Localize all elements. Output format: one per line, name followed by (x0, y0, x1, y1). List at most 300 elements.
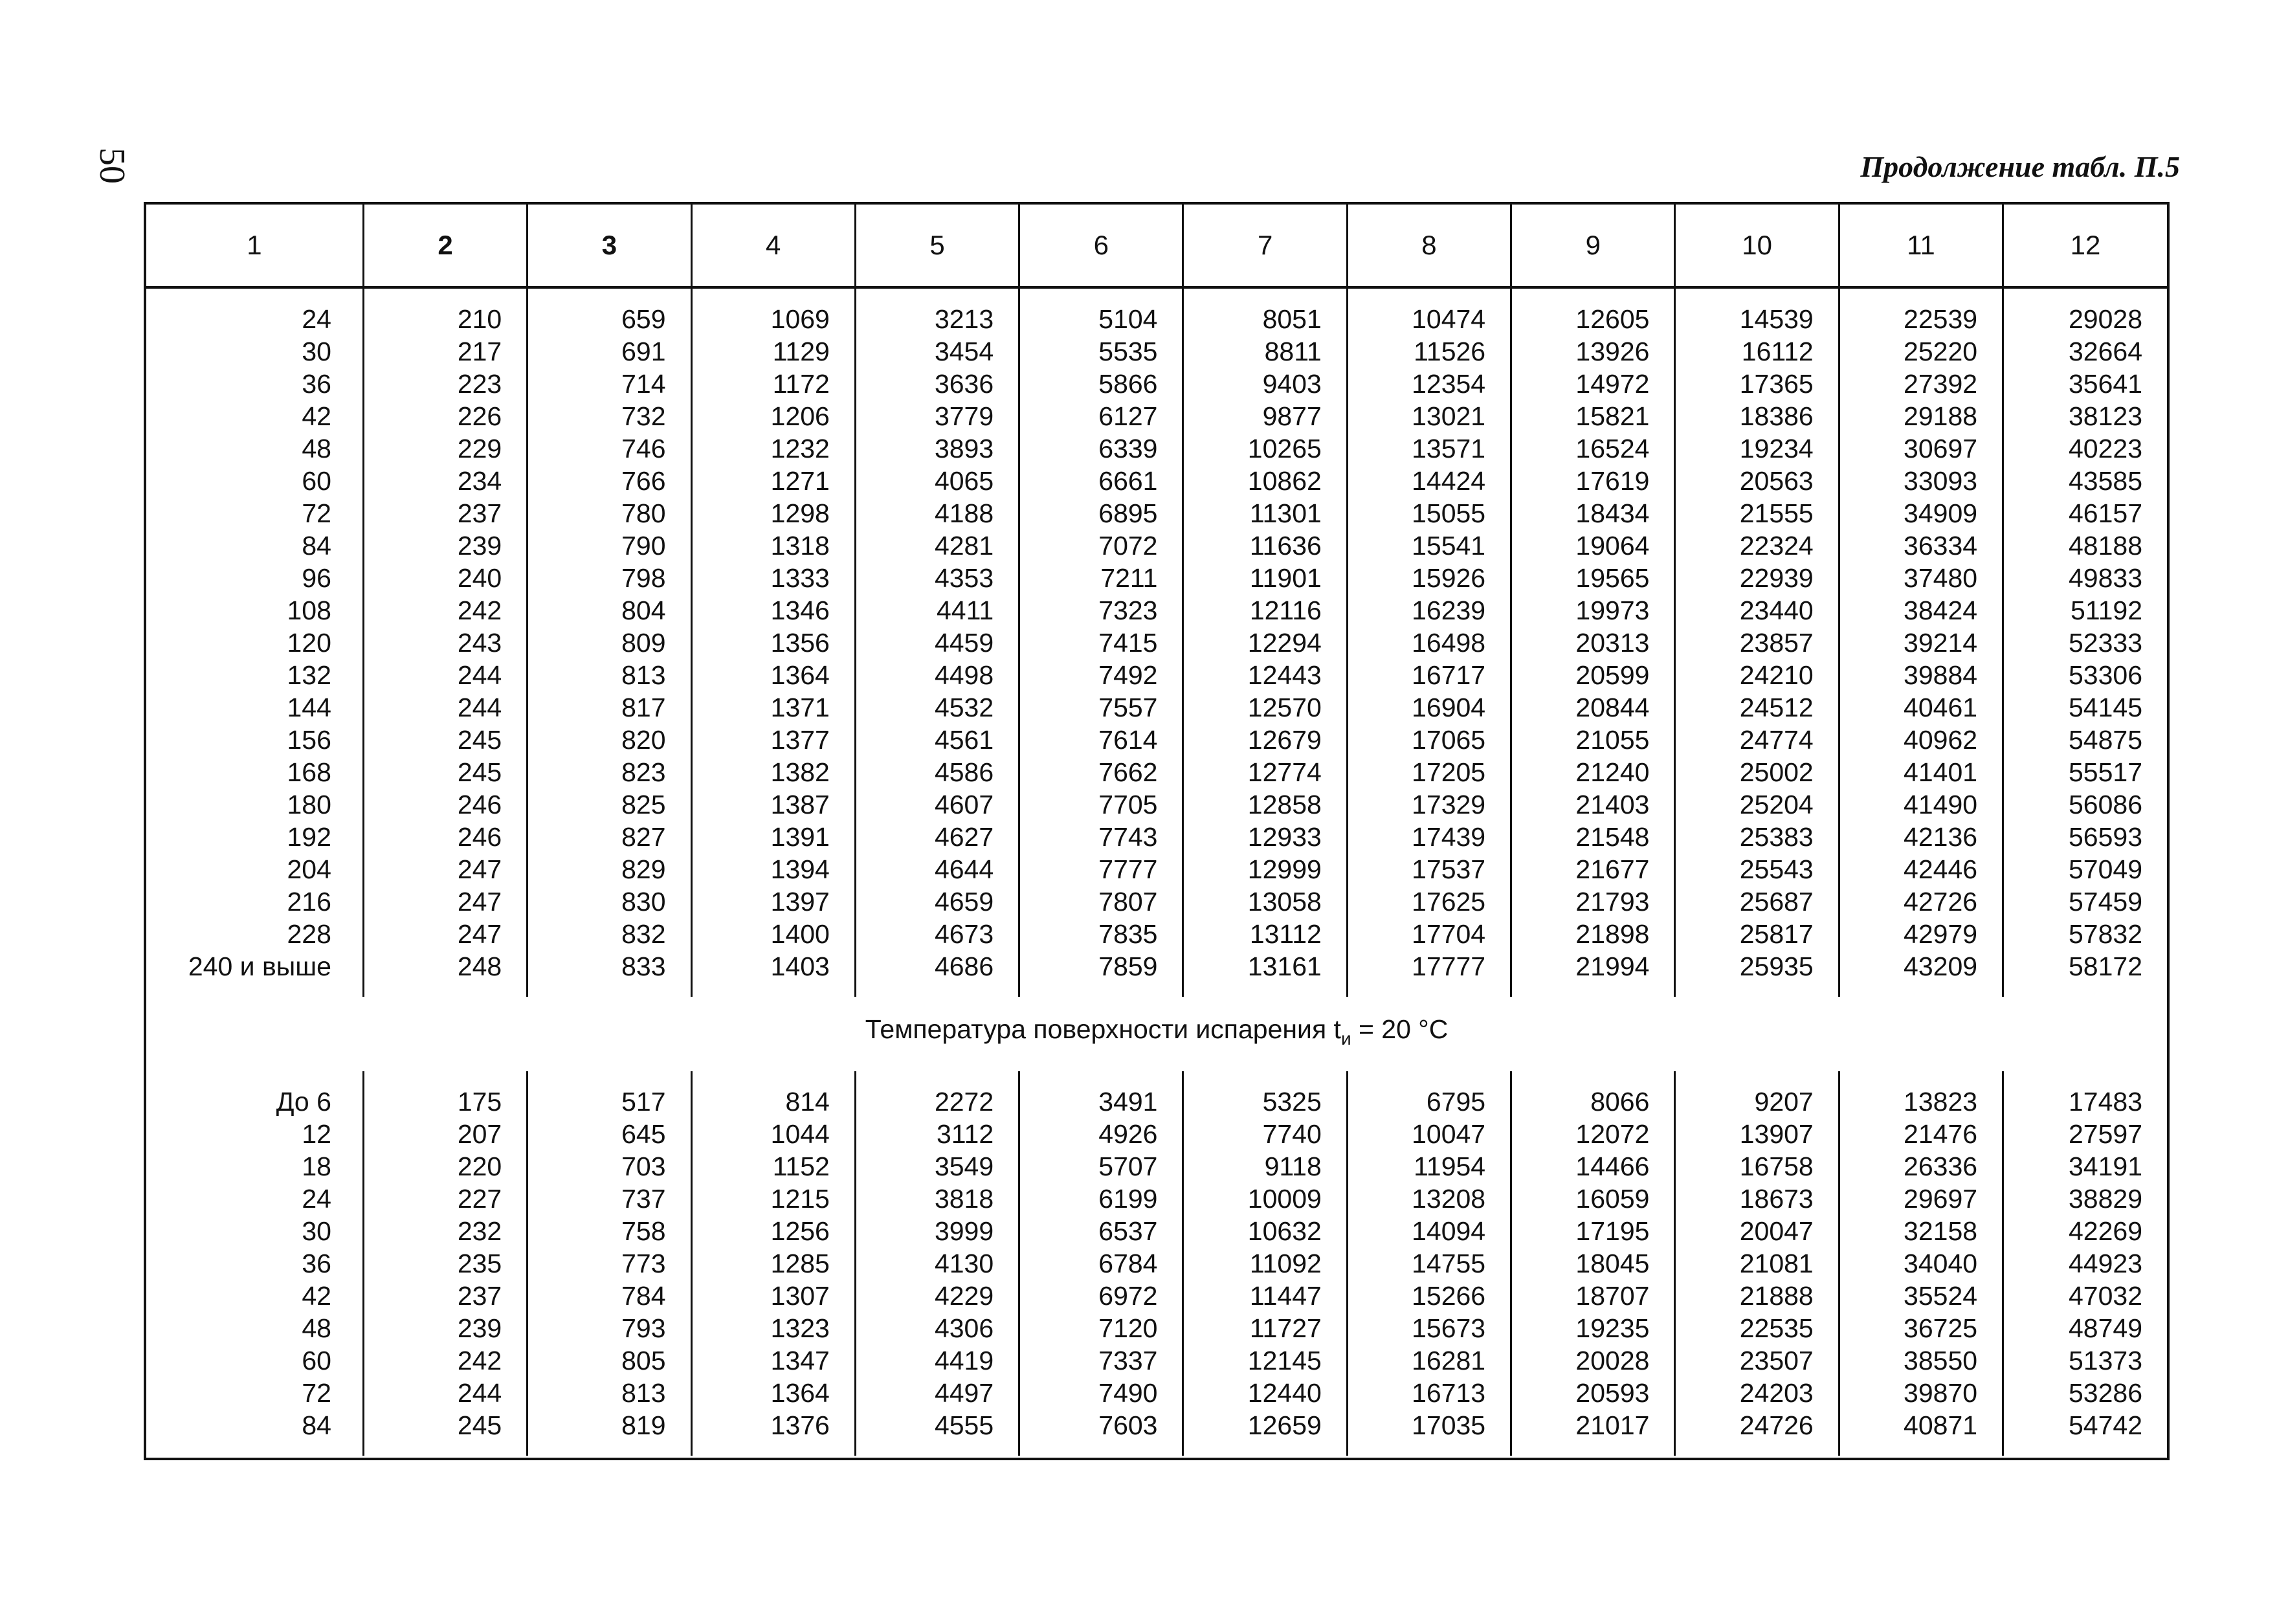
table-cell: 20599 (1511, 659, 1675, 691)
table-cell: 43209 (1839, 950, 2003, 997)
table-cell: 42269 (2068, 1216, 2142, 1246)
table-row (146, 788, 2167, 821)
row-label-cell: 108 (146, 594, 363, 627)
table-cell: 235 (363, 1247, 527, 1280)
table-row (146, 594, 2167, 627)
table-cell: 11092 (1183, 1247, 1347, 1280)
table-cell: 1323 (691, 1312, 855, 1344)
table-cell: 41401 (1839, 756, 2003, 788)
table-cell: 4306 (855, 1312, 1019, 1344)
row-label-cell: 72 (146, 497, 363, 529)
table-cell: 13926 (1511, 335, 1675, 368)
table-cell: 217 (363, 335, 527, 368)
table-cell: 6537 (1019, 1215, 1183, 1247)
table-cell: 5866 (1019, 368, 1183, 400)
table-cell: 243 (363, 627, 527, 659)
table-row (146, 1215, 2167, 1247)
table-cell: 226 (363, 400, 527, 432)
table-cell: 18386 (1675, 400, 1839, 432)
row-label-cell: 216 (146, 885, 363, 918)
table-cell: 4532 (855, 691, 1019, 724)
table-cell: 2272 (855, 1071, 1019, 1118)
table-group-section (146, 997, 2167, 1071)
row-label-cell: 18 (146, 1150, 363, 1183)
table-cell: 245 (363, 1409, 527, 1456)
table-cell: 5707 (1019, 1150, 1183, 1183)
table-cell: 4627 (855, 821, 1019, 853)
table-cell: 1364 (691, 659, 855, 691)
table-cell: 1391 (691, 821, 855, 853)
table-cell: 24210 (1675, 659, 1839, 691)
table-cell: 25220 (1839, 335, 2003, 368)
group-row (146, 997, 2167, 1071)
table-cell: 790 (528, 529, 691, 562)
table-cell: 4498 (855, 659, 1019, 691)
table-cell: 21555 (1675, 497, 1839, 529)
table-cell: 47032 (2068, 1281, 2142, 1311)
row-label-cell: 72 (146, 1377, 363, 1409)
table-cell: 804 (528, 594, 691, 627)
table-cell: 239 (363, 529, 527, 562)
row-label-cell: 60 (146, 465, 363, 497)
table-cell: 691 (528, 335, 691, 368)
table-cell: 20047 (1675, 1215, 1839, 1247)
table-cell: 9403 (1183, 368, 1347, 400)
table-cell: 34909 (1839, 497, 2003, 529)
table-cell: 57049 (2068, 854, 2142, 884)
table-cell: 34191 (2068, 1151, 2142, 1181)
table-cell: 6895 (1019, 497, 1183, 529)
table-cell: 26336 (1839, 1150, 2003, 1183)
group-label-sub: и (1340, 1029, 1351, 1049)
column-header: 6 (1019, 205, 1183, 287)
table-row (146, 1280, 2167, 1312)
table-cell: 57832 (2068, 919, 2142, 949)
table-cell: 14539 (1675, 287, 1839, 335)
row-label-cell: 84 (146, 529, 363, 562)
column-header: 5 (855, 205, 1019, 287)
table-cell: 1403 (691, 950, 855, 997)
table-cell: 246 (363, 788, 527, 821)
table-cell: 49833 (2068, 563, 2142, 593)
table-row (146, 885, 2167, 918)
table-cell: 24774 (1675, 724, 1839, 756)
table-cell: 246 (363, 821, 527, 853)
table-cell: 30697 (1839, 432, 2003, 465)
table-cell: 1307 (691, 1280, 855, 1312)
table-cell: 1285 (691, 1247, 855, 1280)
column-header: 12 (2003, 205, 2167, 287)
table-cell: 830 (528, 885, 691, 918)
table-cell: 17329 (1347, 788, 1511, 821)
table-cell: 11526 (1347, 335, 1511, 368)
table-cell: 11636 (1183, 529, 1347, 562)
table-cell: 7337 (1019, 1344, 1183, 1377)
table-row (146, 1247, 2167, 1280)
data-table-frame (144, 202, 2170, 1460)
table-cell: 15266 (1347, 1280, 1511, 1312)
table-cell: 1152 (691, 1150, 855, 1183)
table-cell: 23857 (1675, 627, 1839, 659)
table-cell: 4497 (855, 1377, 1019, 1409)
table-cell: 3893 (855, 432, 1019, 465)
table-cell: 1394 (691, 853, 855, 885)
table-cell: 36725 (1839, 1312, 2003, 1344)
page-number: 50 (92, 148, 132, 184)
table-cell: 6784 (1019, 1247, 1183, 1280)
table-cell: 4686 (855, 950, 1019, 997)
table-cell: 17439 (1347, 821, 1511, 853)
table-cell: 6972 (1019, 1280, 1183, 1312)
table-cell: 4561 (855, 724, 1019, 756)
table-cell: 19565 (1511, 562, 1675, 594)
table-cell: 517 (528, 1071, 691, 1118)
column-header: 10 (1675, 205, 1839, 287)
table-cell: 6339 (1019, 432, 1183, 465)
table-cell: 42979 (1839, 918, 2003, 950)
table-cell: 54875 (2068, 725, 2142, 755)
table-cell: 25935 (1675, 950, 1839, 997)
table-cell: 29697 (1839, 1183, 2003, 1215)
table-cell: 4644 (855, 853, 1019, 885)
table-row (146, 287, 2167, 335)
table-cell: 21081 (1675, 1247, 1839, 1280)
table-row (146, 529, 2167, 562)
table-cell: 6795 (1347, 1071, 1511, 1118)
table-cell: 16281 (1347, 1344, 1511, 1377)
table-cell: 210 (363, 287, 527, 335)
table-row (146, 1150, 2167, 1183)
table-cell: 746 (528, 432, 691, 465)
table-cell: 22539 (1839, 287, 2003, 335)
table-cell: 4281 (855, 529, 1019, 562)
table-cell: 9118 (1183, 1150, 1347, 1183)
table-cell: 40223 (2068, 434, 2142, 463)
table-cell: 7120 (1019, 1312, 1183, 1344)
table-cell: 25383 (1675, 821, 1839, 853)
table-cell: 823 (528, 756, 691, 788)
table-cell: 22939 (1675, 562, 1839, 594)
table-cell: 247 (363, 885, 527, 918)
table-cell: 38829 (2068, 1184, 2142, 1214)
table-cell: 798 (528, 562, 691, 594)
table-cell: 16713 (1347, 1377, 1511, 1409)
table-cell: 813 (528, 659, 691, 691)
table-cell: 793 (528, 1312, 691, 1344)
table-cell: 5325 (1183, 1071, 1347, 1118)
column-header: 3 (528, 205, 691, 287)
table-cell: 7859 (1019, 950, 1183, 997)
table-cell: 17205 (1347, 756, 1511, 788)
table-cell: 17777 (1347, 950, 1511, 997)
table-cell: 832 (528, 918, 691, 950)
table-cell: 25002 (1675, 756, 1839, 788)
table-cell: 12443 (1183, 659, 1347, 691)
table-cell: 3999 (855, 1215, 1019, 1247)
table-cell: 1346 (691, 594, 855, 627)
table-cell: 7072 (1019, 529, 1183, 562)
table-cell: 7743 (1019, 821, 1183, 853)
table-cell: 1397 (691, 885, 855, 918)
table-cell: 20593 (1511, 1377, 1675, 1409)
table-cell: 7614 (1019, 724, 1183, 756)
table-cell: 7740 (1183, 1118, 1347, 1150)
row-label-cell: 42 (146, 1280, 363, 1312)
table-cell: 58172 (2068, 951, 2142, 981)
table-cell: 732 (528, 400, 691, 432)
table-cell: 1333 (691, 562, 855, 594)
table-cell: 17619 (1511, 465, 1675, 497)
table-cell: 17035 (1347, 1409, 1511, 1456)
table-cell: 19235 (1511, 1312, 1675, 1344)
table-cell: 29188 (1839, 400, 2003, 432)
table-cell: 4659 (855, 885, 1019, 918)
table-row (146, 1312, 2167, 1344)
table-cell: 32664 (2068, 337, 2142, 366)
table-cell: 7807 (1019, 885, 1183, 918)
table-cell: 814 (691, 1071, 855, 1118)
table-cell: 38123 (2068, 401, 2142, 431)
table-cell: 9207 (1675, 1071, 1839, 1118)
table-cell: 20313 (1511, 627, 1675, 659)
table-cell: 3779 (855, 400, 1019, 432)
table-cell: 20563 (1675, 465, 1839, 497)
table-row (146, 918, 2167, 950)
table-cell: 9877 (1183, 400, 1347, 432)
table-cell: 7705 (1019, 788, 1183, 821)
table-cell: 16717 (1347, 659, 1511, 691)
table-cell: 3549 (855, 1150, 1019, 1183)
header-row (146, 205, 2167, 287)
table-cell: 1172 (691, 368, 855, 400)
table-cell: 6127 (1019, 400, 1183, 432)
table-cell: 12570 (1183, 691, 1347, 724)
table-cell: 16498 (1347, 627, 1511, 659)
table-cell: 20028 (1511, 1344, 1675, 1377)
table-cell: 22324 (1675, 529, 1839, 562)
table-cell: 25687 (1675, 885, 1839, 918)
row-label-cell: 240 и выше (146, 950, 363, 997)
table-cell: 247 (363, 853, 527, 885)
table-cell: 4353 (855, 562, 1019, 594)
table-cell: 17483 (2068, 1087, 2142, 1117)
table-cell: 35641 (2068, 369, 2142, 399)
table-cell: 15541 (1347, 529, 1511, 562)
table-cell: 4065 (855, 465, 1019, 497)
table-cell: 38424 (1839, 594, 2003, 627)
table-cell: 244 (363, 1377, 527, 1409)
table-cell: 242 (363, 1344, 527, 1377)
table-cell: 1298 (691, 497, 855, 529)
table-cell: 18673 (1675, 1183, 1839, 1215)
table-cell: 10632 (1183, 1215, 1347, 1247)
table-cell: 1347 (691, 1344, 855, 1377)
table-row (146, 1183, 2167, 1215)
table-cell: 3818 (855, 1183, 1019, 1215)
table-cell: 819 (528, 1409, 691, 1456)
table-cell: 829 (528, 853, 691, 885)
table-cell: 17704 (1347, 918, 1511, 950)
table-row (146, 1071, 2167, 1118)
table-cell: 1206 (691, 400, 855, 432)
row-label-cell: 60 (146, 1344, 363, 1377)
table-cell: 11954 (1347, 1150, 1511, 1183)
row-label-cell: 132 (146, 659, 363, 691)
table-cell: 12659 (1183, 1409, 1347, 1456)
table-cell: 12440 (1183, 1377, 1347, 1409)
table-cell: 21994 (1511, 950, 1675, 997)
table-cell: 40461 (1839, 691, 2003, 724)
table-cell: 54742 (2068, 1410, 2142, 1440)
table-cell: 38550 (1839, 1344, 2003, 1377)
table-cell: 24203 (1675, 1377, 1839, 1409)
table-cell: 12116 (1183, 594, 1347, 627)
table-cell: 3213 (855, 287, 1019, 335)
table-cell: 16059 (1511, 1183, 1675, 1215)
table-cell: 245 (363, 724, 527, 756)
table-cell: 53306 (2068, 660, 2142, 690)
table-cell: 16524 (1511, 432, 1675, 465)
table-body-part2 (146, 1071, 2167, 1456)
table-cell: 13161 (1183, 950, 1347, 997)
table-cell: 4673 (855, 918, 1019, 950)
table-cell: 15821 (1511, 400, 1675, 432)
table-cell: 51373 (2068, 1346, 2142, 1375)
table-cell: 12679 (1183, 724, 1347, 756)
table-cell: 19064 (1511, 529, 1675, 562)
table-row (146, 853, 2167, 885)
group-label-prefix: Температура поверхности испарения t (865, 1014, 1341, 1044)
table-cell: 21548 (1511, 821, 1675, 853)
column-header: 9 (1511, 205, 1675, 287)
table-cell: 784 (528, 1280, 691, 1312)
table-cell: 1382 (691, 756, 855, 788)
row-label-cell: 84 (146, 1409, 363, 1456)
table-cell: 10265 (1183, 432, 1347, 465)
table-cell: 4411 (855, 594, 1019, 627)
data-table (146, 205, 2167, 1456)
table-row (146, 1344, 2167, 1377)
table-cell: 1356 (691, 627, 855, 659)
table-cell: 12145 (1183, 1344, 1347, 1377)
table-caption: Продолжение табл. П.5 (1860, 150, 2180, 183)
table-cell: 48188 (2068, 531, 2142, 561)
table-cell: 237 (363, 497, 527, 529)
table-row (146, 724, 2167, 756)
table-cell: 229 (363, 432, 527, 465)
table-cell: 11447 (1183, 1280, 1347, 1312)
table-cell: 247 (363, 918, 527, 950)
row-label-cell: 12 (146, 1118, 363, 1150)
table-cell: 6661 (1019, 465, 1183, 497)
row-label-cell: 24 (146, 1183, 363, 1215)
row-label-cell: 30 (146, 1215, 363, 1247)
table-cell: 39214 (1839, 627, 2003, 659)
table-cell: 43585 (2068, 466, 2142, 496)
table-cell: 245 (363, 756, 527, 788)
row-label-cell: До 6 (146, 1071, 363, 1118)
table-cell: 33093 (1839, 465, 2003, 497)
table-cell: 3491 (1019, 1071, 1183, 1118)
table-cell: 41490 (1839, 788, 2003, 821)
table-cell: 42446 (1839, 853, 2003, 885)
table-cell: 15926 (1347, 562, 1511, 594)
table-cell: 3112 (855, 1118, 1019, 1150)
table-cell: 703 (528, 1150, 691, 1183)
table-cell: 1069 (691, 287, 855, 335)
table-cell: 659 (528, 287, 691, 335)
table-cell: 4926 (1019, 1118, 1183, 1150)
row-label-cell: 36 (146, 1247, 363, 1280)
table-cell: 25543 (1675, 853, 1839, 885)
table-cell: 7415 (1019, 627, 1183, 659)
table-cell: 21677 (1511, 853, 1675, 885)
column-header: 1 (146, 205, 363, 287)
table-cell: 4130 (855, 1247, 1019, 1280)
table-cell: 1256 (691, 1215, 855, 1247)
table-cell: 14466 (1511, 1150, 1675, 1183)
table-cell: 42726 (1839, 885, 2003, 918)
table-cell: 34040 (1839, 1247, 2003, 1280)
column-header: 11 (1839, 205, 2003, 287)
table-cell: 4419 (855, 1344, 1019, 1377)
table-row (146, 497, 2167, 529)
table-cell: 1232 (691, 432, 855, 465)
table-cell: 766 (528, 465, 691, 497)
table-cell: 8066 (1511, 1071, 1675, 1118)
table-cell: 234 (363, 465, 527, 497)
table-cell: 1129 (691, 335, 855, 368)
table-cell: 4459 (855, 627, 1019, 659)
table-cell: 17537 (1347, 853, 1511, 885)
table-cell: 40871 (1839, 1409, 2003, 1456)
table-cell: 14424 (1347, 465, 1511, 497)
table-cell: 17625 (1347, 885, 1511, 918)
table-cell: 12072 (1511, 1118, 1675, 1150)
table-cell: 10009 (1183, 1183, 1347, 1215)
row-label-cell: 24 (146, 287, 363, 335)
table-cell: 4188 (855, 497, 1019, 529)
table-cell: 827 (528, 821, 691, 853)
column-header: 4 (691, 205, 855, 287)
table-cell: 17195 (1511, 1215, 1675, 1247)
table-cell: 207 (363, 1118, 527, 1150)
table-row (146, 465, 2167, 497)
table-cell: 825 (528, 788, 691, 821)
table-cell: 21403 (1511, 788, 1675, 821)
row-label-cell: 204 (146, 853, 363, 885)
table-cell: 23507 (1675, 1344, 1839, 1377)
table-cell: 42136 (1839, 821, 2003, 853)
table-cell: 32158 (1839, 1215, 2003, 1247)
table-cell: 7777 (1019, 853, 1183, 885)
row-label-cell: 228 (146, 918, 363, 950)
table-cell: 7835 (1019, 918, 1183, 950)
table-cell: 7211 (1019, 562, 1183, 594)
row-label-cell: 168 (146, 756, 363, 788)
table-cell: 20844 (1511, 691, 1675, 724)
table-cell: 3454 (855, 335, 1019, 368)
table-cell: 24726 (1675, 1409, 1839, 1456)
table-cell: 813 (528, 1377, 691, 1409)
table-cell: 4229 (855, 1280, 1019, 1312)
table-cell: 16239 (1347, 594, 1511, 627)
table-cell: 13907 (1675, 1118, 1839, 1150)
table-cell: 1376 (691, 1409, 855, 1456)
table-row (146, 950, 2167, 997)
row-label-cell: 48 (146, 1312, 363, 1344)
table-cell: 12858 (1183, 788, 1347, 821)
